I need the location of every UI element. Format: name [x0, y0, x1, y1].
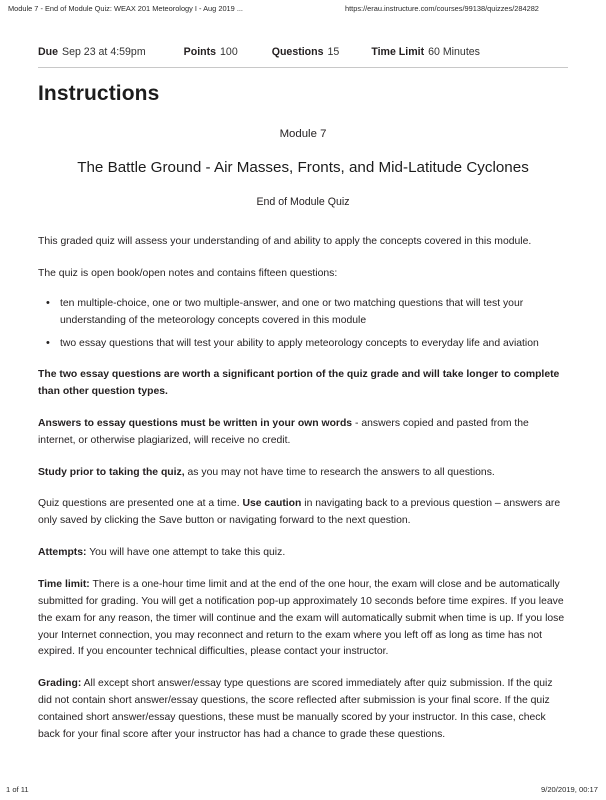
quiz-meta-bar — [38, 38, 568, 58]
paragraph-study-emphasis: Study prior to taking the quiz, — [38, 466, 185, 478]
paragraph-time-limit-rest: There is a one-hour time limit and at the end of the one hour, the exam will close and be automatically submitted for grading. You will get a notification pop-up approximately 10 seconds before time expires. If you leave the exam for any reason, the timer will continue and the exam will automatically submit when time is up. If you lose your Internet connection, you may reconnect and return to the exam where you left off as long as time has not expired. If you encounter technical difficulties, please contact your instructor. — [38, 578, 565, 658]
quiz-questions-label: Questions — [271, 46, 324, 58]
quiz-due — [38, 46, 146, 58]
paragraph-attempts-rest: You will have one attempt to take this quiz. — [86, 547, 286, 559]
paragraph-grading — [38, 676, 568, 743]
paragraph-study — [38, 465, 568, 482]
quiz-points — [184, 46, 238, 58]
quiz-subtitle: End of Module Quiz — [256, 196, 350, 208]
paragraph-navigation-emphasis: Use caution — [242, 498, 302, 510]
page-title: Instructions — [38, 82, 160, 105]
paragraph-openbook: The quiz is open book/open notes and contains fifteen questions: — [38, 267, 338, 279]
paragraph-own-words-emphasis: Answers to essay questions must be written in your own words — [38, 417, 353, 429]
quiz-time-limit — [371, 46, 480, 58]
paragraph-navigation-b: in navigating back to a previous question – answers are only saved by clicking the Save button or navigating forward to the next question. — [38, 498, 561, 527]
paragraph-own-words-rest: - answers copied and pasted from the internet, or otherwise plagiarized, will receive no credit. — [38, 417, 529, 446]
module-label: Module 7 — [279, 128, 327, 140]
list-item: • two essay questions that will test your ability to apply meteorology concepts to everyday life and aviation — [58, 336, 568, 353]
page-number: 1 of 11 — [6, 785, 29, 794]
running-head — [0, 4, 606, 18]
print-timestamp: 9/20/2019, 00:17 — [540, 785, 598, 794]
quiz-due-value: Sep 23 at 4:59pm — [62, 46, 146, 58]
paragraph-intro: This graded quiz will assess your understanding of and ability to apply the concepts covered in this module. — [38, 236, 532, 247]
question-type-list — [38, 296, 568, 354]
paragraph-essay-weight: The two essay questions are worth a significant portion of the quiz grade and will take longer to complete than other question types. — [38, 369, 560, 398]
module-title: The Battle Ground - Air Masses, Fronts, and Mid-Latitude Cyclones — [77, 159, 529, 176]
divider — [38, 67, 568, 68]
quiz-due-label: Due — [38, 46, 59, 58]
paragraph-time-limit-label: Time limit: — [38, 578, 90, 590]
paragraph-attempts-label: Attempts: — [38, 547, 87, 559]
quiz-questions — [272, 46, 340, 58]
document-content — [0, 38, 606, 759]
quiz-points-value: 100 — [220, 46, 238, 58]
paragraph-study-rest: as you may not have time to research the answers to all questions. — [184, 466, 495, 478]
paragraph-grading-label: Grading: — [38, 678, 82, 690]
paragraph-navigation — [38, 496, 568, 530]
paragraph-attempts — [38, 545, 568, 562]
paragraph-own-words — [38, 416, 568, 450]
paragraph-time-limit — [38, 577, 568, 661]
running-head-title: Module 7 - End of Module Quiz: WEAX 201 Meteorology I - Aug 2019 ... — [8, 4, 243, 13]
quiz-questions-value: 15 — [327, 46, 340, 58]
paragraph-grading-rest: All except short answer/essay type questions are scored immediately after quiz submission. If the quiz did not contain short answer/essay questions, the score reflected after submission is your final score. If the quiz contained short answer/essay questions, these must be manually scored by your instructor. In this case, check back for your final score after your instructor has had a chance to grade these questions. — [38, 678, 553, 740]
running-head-url: https://erau.instructure.com/courses/99138/quizzes/284282 — [345, 4, 539, 13]
quiz-time-limit-value: 60 Minutes — [428, 46, 480, 58]
paragraph-navigation-a: Quiz questions are presented one at a time. — [38, 498, 243, 510]
quiz-points-label: Points — [183, 46, 217, 58]
list-item: • ten multiple-choice, one or two multiple-answer, and one or two matching questions that will test your understanding of the meteorology concepts covered in this module — [58, 296, 568, 330]
quiz-time-limit-label: Time Limit — [371, 46, 425, 58]
